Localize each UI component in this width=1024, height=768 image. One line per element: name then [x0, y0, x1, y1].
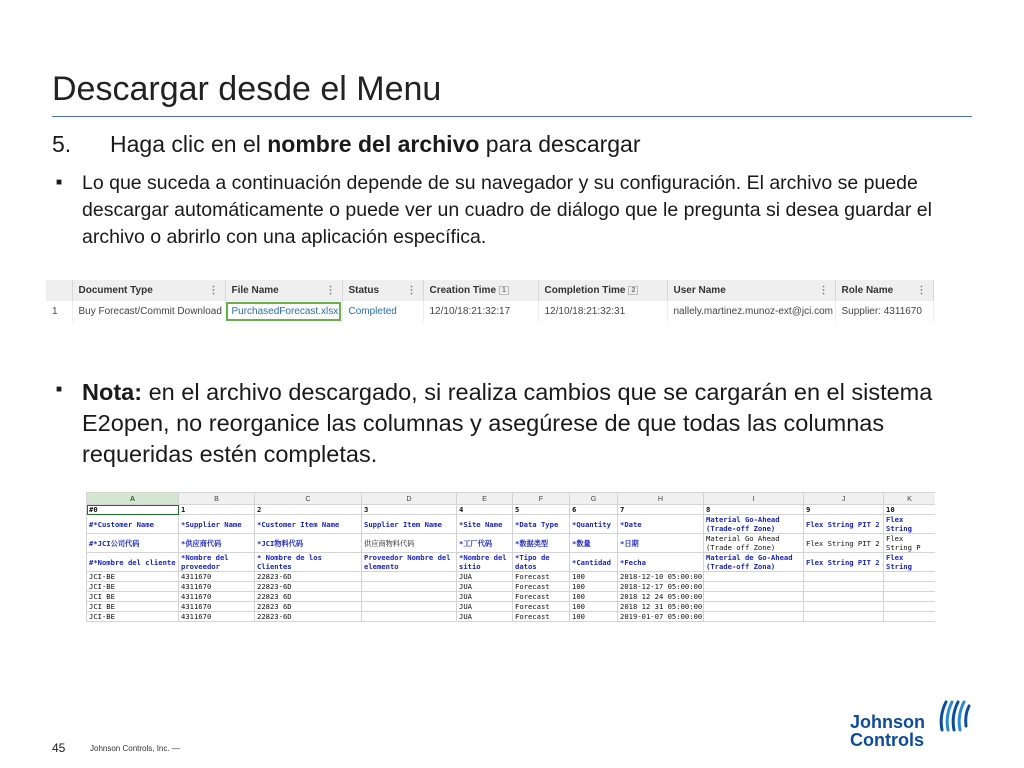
cell[interactable]: *日期 — [618, 534, 704, 553]
cell[interactable]: *Quantity — [570, 515, 618, 534]
cell[interactable]: *Customer Item Name — [255, 515, 362, 534]
step-text-after: para descargar — [479, 131, 641, 157]
cell-creation-time: 12/10/18:21:32:17 — [423, 301, 538, 322]
cell[interactable]: 10 — [884, 505, 936, 515]
cell[interactable]: Flex String — [884, 553, 936, 572]
table-row — [87, 602, 936, 612]
spreadsheet-table — [86, 492, 935, 622]
cell[interactable]: JUA — [457, 572, 513, 582]
cell-document-type: Buy Forecast/Commit Download — [72, 301, 225, 322]
step-text-before: Haga clic en el — [110, 131, 268, 157]
grid-header-completion-time[interactable]: Completion Time 2 — [538, 280, 667, 301]
column-letter[interactable]: E — [457, 493, 513, 505]
table-row — [87, 582, 936, 592]
page-number: 45 — [52, 741, 66, 755]
cell[interactable]: *JCI物料代码 — [255, 534, 362, 553]
cell[interactable]: JUA — [457, 592, 513, 602]
cell[interactable]: 2018 12 31 05:00:00 — [618, 602, 704, 612]
table-row — [87, 612, 936, 622]
logo-mark-icon — [934, 696, 974, 736]
cell[interactable]: * Nombre de los Clientes — [255, 553, 362, 572]
cell[interactable]: 100 — [570, 572, 618, 582]
cell[interactable]: Supplier Item Name — [362, 515, 457, 534]
cell[interactable]: *Cantidad — [570, 553, 618, 572]
bullet-text-browser: Lo que suceda a continuación depende de su navegador y su configuración. El archivo se puede descargar automáticamente o puede ver un cuadro de diálogo que le pregunta si desea guardar el archivo o abrirlo con una aplicación específica. — [82, 172, 932, 248]
sheet-row-chinese — [87, 534, 936, 553]
cell[interactable]: *Tipo de datos — [513, 553, 570, 572]
cell[interactable]: JUA — [457, 582, 513, 592]
cell[interactable]: 4311670 — [179, 602, 255, 612]
column-letter[interactable]: C — [255, 493, 362, 505]
cell[interactable]: Forecast — [513, 572, 570, 582]
cell[interactable]: 5 — [513, 505, 570, 515]
cell[interactable] — [704, 582, 804, 592]
column-letter[interactable]: A — [87, 493, 179, 505]
step-instruction — [52, 131, 641, 158]
note-label: Nota: — [82, 379, 143, 405]
column-letter[interactable]: H — [618, 493, 704, 505]
cell[interactable]: *Data Type — [513, 515, 570, 534]
cell[interactable]: *Site Name — [457, 515, 513, 534]
cell[interactable]: Proveedor Nombre del elemento — [362, 553, 457, 572]
cell[interactable]: 6 — [570, 505, 618, 515]
grid-header-creation-time[interactable]: Creation Time 1 — [423, 280, 538, 301]
grid-header-file-name[interactable]: File Name ⋮ — [225, 280, 342, 301]
grid-header-row — [46, 280, 933, 301]
cell[interactable]: Flex String — [884, 515, 936, 534]
grid-header-index — [46, 280, 72, 301]
table-row — [87, 572, 936, 582]
cell[interactable]: #*JCI公司代码 — [87, 534, 179, 553]
bullet-text-note — [82, 377, 982, 470]
cell[interactable]: Forecast — [513, 582, 570, 592]
cell[interactable]: Material Go Ahead (Trade off Zone) — [704, 534, 804, 553]
cell[interactable]: 100 — [570, 612, 618, 622]
grid-header-document-type[interactable]: Document Type ⋮ — [72, 280, 225, 301]
cell-user-name: nallely.martinez.munoz-ext@jci.com — [667, 301, 835, 322]
sheet-row-spanish — [87, 553, 936, 572]
cell[interactable]: 2019-01-07 05:00:00 — [618, 612, 704, 622]
column-letter[interactable]: K — [884, 493, 936, 505]
cell[interactable]: Flex String PIT 2 — [804, 515, 884, 534]
cell[interactable] — [704, 572, 804, 582]
cell[interactable]: *Date — [618, 515, 704, 534]
cell[interactable]: #*Customer Name — [87, 515, 179, 534]
table-row[interactable] — [46, 301, 933, 322]
column-letter[interactable]: G — [570, 493, 618, 505]
cell[interactable] — [884, 612, 936, 622]
cell[interactable]: 供应商物料代码 — [362, 534, 457, 553]
step-number: 5. — [52, 131, 72, 157]
cell[interactable]: 1 — [179, 505, 255, 515]
cell[interactable] — [704, 592, 804, 602]
cell[interactable]: Flex String PIT 2 — [804, 553, 884, 572]
grid-header-role-name[interactable]: Role Name ⋮ — [835, 280, 933, 301]
cell[interactable]: 22823-6D — [255, 572, 362, 582]
logo-line-2: Controls — [850, 730, 924, 750]
cell[interactable]: #*Nombre del cliente — [87, 553, 179, 572]
bullet-square-icon: ■ — [56, 384, 63, 395]
spreadsheet-preview — [86, 492, 935, 639]
cell[interactable]: 100 — [570, 582, 618, 592]
cell[interactable]: 7 — [618, 505, 704, 515]
cell[interactable]: JUA — [457, 602, 513, 612]
cell[interactable]: 9 — [804, 505, 884, 515]
cell[interactable] — [884, 572, 936, 582]
cell-role-name: Supplier: 4311670 — [835, 301, 933, 322]
cell[interactable]: 2018 12 24 05:00:00 — [618, 592, 704, 602]
cell[interactable]: JCI-BE — [87, 582, 179, 592]
column-menu-icon[interactable]: ⋮ — [406, 285, 417, 296]
cell[interactable]: 4311670 — [179, 572, 255, 582]
cell[interactable]: Forecast — [513, 592, 570, 602]
cell[interactable]: #0 — [87, 505, 179, 515]
cell[interactable]: Material de Go-Ahead (Trade-off Zona) — [704, 553, 804, 572]
grid-header-user-name[interactable]: User Name ⋮ — [667, 280, 835, 301]
cell[interactable] — [804, 602, 884, 612]
cell[interactable]: *供应商代码 — [179, 534, 255, 553]
grid-header-status[interactable]: Status ⋮ — [342, 280, 423, 301]
cell[interactable] — [804, 582, 884, 592]
cell[interactable]: *Nombre del proveedor — [179, 553, 255, 572]
cell[interactable]: JCI-BE — [87, 572, 179, 582]
cell[interactable] — [704, 602, 804, 612]
cell[interactable] — [804, 572, 884, 582]
column-letter[interactable]: J — [804, 493, 884, 505]
table-row — [87, 592, 936, 602]
cell[interactable]: 22823-6D — [255, 612, 362, 622]
cell[interactable]: JCI BE — [87, 592, 179, 602]
column-letter[interactable]: D — [362, 493, 457, 505]
slide-title: Descargar desde el Menu — [52, 70, 442, 108]
cell[interactable]: 100 — [570, 602, 618, 612]
cell[interactable]: Forecast — [513, 612, 570, 622]
column-menu-icon[interactable]: ⋮ — [818, 285, 829, 296]
file-name-link[interactable]: PurchasedForecast.xlsx — [225, 301, 342, 322]
step-text-bold: nombre del archivo — [267, 131, 480, 157]
cell[interactable] — [362, 612, 457, 622]
cell[interactable] — [884, 602, 936, 612]
documents-grid — [46, 280, 934, 322]
cell[interactable]: Flex String P — [884, 534, 936, 553]
cell[interactable]: *Supplier Name — [179, 515, 255, 534]
cell[interactable]: 4311670 — [179, 582, 255, 592]
cell[interactable] — [362, 602, 457, 612]
cell[interactable] — [804, 612, 884, 622]
cell[interactable]: Material Go-Ahead (Trade-off Zone) — [704, 515, 804, 534]
cell[interactable]: JUA — [457, 612, 513, 622]
column-letter[interactable]: F — [513, 493, 570, 505]
column-letter[interactable]: B — [179, 493, 255, 505]
sheet-row-english — [87, 515, 936, 534]
sort-order-badge: 2 — [628, 286, 638, 295]
cell[interactable]: JCI BE — [87, 602, 179, 612]
cell[interactable] — [362, 592, 457, 602]
column-letter-row — [87, 493, 936, 505]
cell[interactable]: 4311670 — [179, 612, 255, 622]
column-letter[interactable]: I — [704, 493, 804, 505]
note-text: en el archivo descargado, si realiza cambios que se cargarán en el sistema E2open, no reorganice las columnas y asegúrese de que todas las columnas requeridas estén completas. — [82, 379, 933, 467]
cell[interactable]: *Nombre del sitio — [457, 553, 513, 572]
cell[interactable]: 2 — [255, 505, 362, 515]
cell[interactable]: JCI-BE — [87, 612, 179, 622]
cell[interactable]: Forecast — [513, 602, 570, 612]
cell[interactable] — [704, 612, 804, 622]
cell[interactable]: *数据类型 — [513, 534, 570, 553]
column-menu-icon[interactable]: ⋮ — [916, 285, 927, 296]
cell[interactable]: 100 — [570, 592, 618, 602]
cell[interactable]: 8 — [704, 505, 804, 515]
title-divider — [52, 116, 972, 117]
cell[interactable]: 2018-12-10 05:00:00 — [618, 572, 704, 582]
cell[interactable]: 22823-6D — [255, 582, 362, 592]
cell[interactable] — [362, 572, 457, 582]
cell[interactable] — [362, 582, 457, 592]
cell[interactable]: 3 — [362, 505, 457, 515]
cell[interactable] — [884, 582, 936, 592]
johnson-controls-logo — [850, 696, 974, 756]
cell[interactable]: *Fecha — [618, 553, 704, 572]
sheet-row-index — [87, 505, 936, 515]
cell[interactable]: *工厂代码 — [457, 534, 513, 553]
bullet-square-icon: ■ — [56, 177, 63, 188]
cell[interactable]: Flex String PIT 2 — [804, 534, 884, 553]
column-menu-icon[interactable]: ⋮ — [208, 285, 219, 296]
cell[interactable]: 4 — [457, 505, 513, 515]
cell[interactable]: 22823 6D — [255, 602, 362, 612]
cell-status: Completed — [342, 301, 423, 322]
cell[interactable]: 22823 6D — [255, 592, 362, 602]
logo-line-1: Johnson — [850, 712, 925, 732]
footer-text: Johnson Controls, Inc. — — [90, 744, 180, 753]
column-menu-icon[interactable]: ⋮ — [325, 285, 336, 296]
cell-completion-time: 12/10/18:21:32:31 — [538, 301, 667, 322]
sort-order-badge: 1 — [499, 286, 509, 295]
cell[interactable] — [804, 592, 884, 602]
cell[interactable]: 2018-12-17 05:00:00 — [618, 582, 704, 592]
cell[interactable] — [884, 592, 936, 602]
cell[interactable]: *数量 — [570, 534, 618, 553]
cell[interactable]: 4311670 — [179, 592, 255, 602]
row-index: 1 — [46, 301, 72, 322]
